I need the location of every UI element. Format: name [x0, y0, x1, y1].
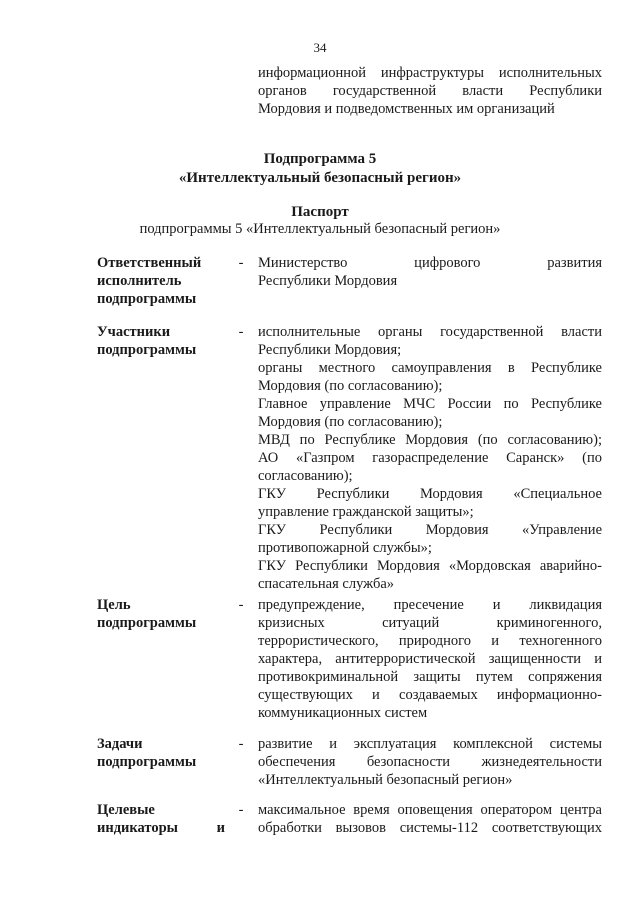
- value-line: коммуникационных систем: [258, 705, 428, 721]
- value-line: противокриминальной защиты путем сопряжения: [258, 669, 602, 685]
- value-line: развитие и эксплуатация комплексной системы: [258, 736, 602, 752]
- section-dash: -: [238, 597, 244, 613]
- label-line: Задачи: [97, 736, 143, 752]
- value-line: «Интеллектуальный безопасный регион»: [258, 772, 513, 788]
- continuation-line: информационной инфраструктуры исполнительных: [258, 65, 602, 81]
- value-line: характера, антитеррористической защищенности и: [258, 651, 602, 667]
- value-line: Министерство цифрового развития: [258, 255, 602, 271]
- value-line: кризисных ситуаций криминогенного,: [258, 615, 602, 631]
- label-line: Целевые: [97, 802, 155, 818]
- subprogram-title: Подпрограмма 5: [263, 151, 377, 167]
- value-line: противопожарной службы»;: [258, 540, 432, 556]
- value-line: террористического, природного и техногенного: [258, 633, 602, 649]
- section-value: [258, 735, 602, 789]
- continuation-text: [258, 64, 602, 118]
- passport-title: Паспорт: [291, 204, 349, 220]
- label-line: Цель: [97, 597, 131, 613]
- label-line: подпрограммы: [97, 291, 197, 307]
- section-label: [97, 735, 225, 771]
- value-line: Республики Мордовия;: [258, 342, 402, 358]
- value-line: существующих и создаваемых информационно-: [258, 687, 602, 703]
- value-line: согласованию);: [258, 468, 353, 484]
- value-line: Республики Мордовия: [258, 273, 398, 289]
- value-line: спасательная служба»: [258, 576, 395, 592]
- label-line: Ответственный: [97, 255, 202, 271]
- section-value: [258, 801, 602, 837]
- continuation-line: органов государственной власти Республики: [258, 83, 602, 99]
- value-line: Мордовия (по согласованию);: [258, 378, 443, 394]
- label-line: исполнитель: [97, 273, 182, 289]
- passport-subtitle: подпрограммы 5 «Интеллектуальный безопасный регион»: [139, 221, 501, 237]
- value-line: ГКУ Республики Мордовия «Мордовская аварийно-: [258, 558, 602, 574]
- section-label: [97, 323, 225, 359]
- label-line: подпрограммы: [97, 615, 197, 631]
- label-line: индикаторы и: [97, 820, 225, 836]
- value-line: ГКУ Республики Мордовия «Управление: [258, 522, 602, 538]
- section-value: [258, 596, 602, 722]
- value-line: управление гражданской защиты»;: [258, 504, 474, 520]
- section-dash: -: [238, 736, 244, 752]
- value-line: обработки вызовов системы-112 соответствующих: [258, 820, 602, 836]
- value-line: МВД по Республике Мордовия (по согласованию);: [258, 432, 602, 448]
- section-dash: -: [238, 255, 244, 271]
- section-dash: -: [238, 324, 244, 340]
- continuation-line: Мордовия и подведомственных им организаций: [258, 101, 555, 117]
- label-line: подпрограммы: [97, 754, 197, 770]
- section-value: [258, 254, 602, 290]
- value-line: Главное управление МЧС России по Республике: [258, 396, 602, 412]
- value-line: Мордовия (по согласованию);: [258, 414, 443, 430]
- value-line: максимальное время оповещения оператором центра: [258, 802, 602, 818]
- value-line: АО «Газпром газораспределение Саранск» (по: [258, 450, 602, 466]
- section-dash: -: [238, 802, 244, 818]
- label-line: Участники: [97, 324, 171, 340]
- section-label: [97, 596, 225, 632]
- value-line: исполнительные органы государственной власти: [258, 324, 602, 340]
- page-number: 34: [313, 40, 327, 55]
- value-line: обеспечения безопасности жизнедеятельности: [258, 754, 602, 770]
- label-line: подпрограммы: [97, 342, 197, 358]
- value-line: предупреждение, пресечение и ликвидация: [258, 597, 602, 613]
- value-line: ГКУ Республики Мордовия «Специальное: [258, 486, 602, 502]
- subprogram-name: «Интеллектуальный безопасный регион»: [178, 170, 462, 186]
- section-value: [258, 323, 602, 593]
- section-label: [97, 254, 225, 308]
- value-line: органы местного самоуправления в Республике: [258, 360, 602, 376]
- section-label: [97, 801, 225, 837]
